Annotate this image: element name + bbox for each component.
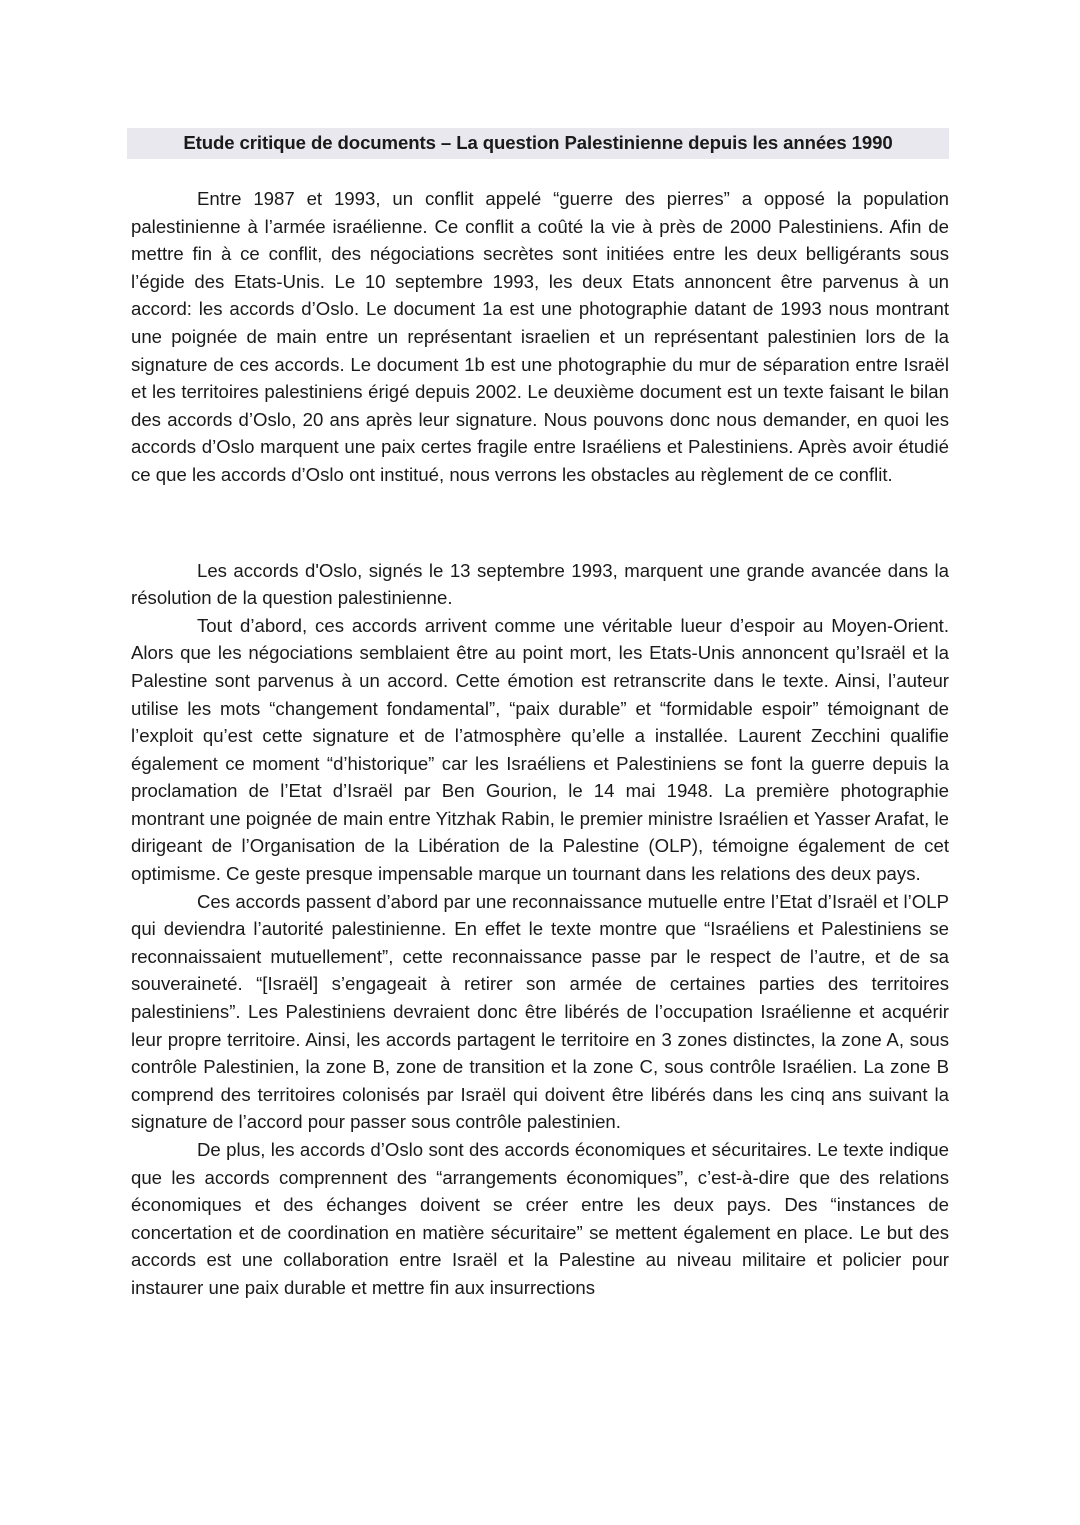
body-paragraph-4: De plus, les accords d’Oslo sont des accords économiques et sécuritaires. Le texte indique que les accords comprennent des “arrangements économiques”, c’est-à-dire que des relations économiques et des échanges doivent se créer entre les deux pays. Des “instances de concertation et de coordination en matière sécuritaire” se mettent également en place. Le but des accords est une collaboration entre Israël et la Palestine au niveau militaire et policier pour instaurer une paix durable et mettre fin aux insurrections: [131, 1139, 949, 1298]
body-paragraph-3: Ces accords passent d’abord par une reconnaissance mutuelle entre l’Etat d’Israël et l’OLP qui deviendra l’autorité palestinienne. En effet le texte montre que “Israéliens et Palestiniens se reconnaissaient mutuellement”, cette reconnaissance passe par le respect de l’autre, et de sa souveraineté. “[Israël] s’engageait à retirer son armée de certaines parties des territoires palestiniens”. Les Palestiniens devraient donc être libérés de l’occupation Israélienne et acquérir leur propre territoire. Ainsi, les accords partagent le territoire en 3 zones distinctes, la zone A, sous contrôle Palestinien, la zone B, zone de transition et la zone C, sous contrôle Israélien. La zone B comprend des territoires colonisés par Israël qui doivent être libérés dans les cinq ans suivant la signature de l’accord pour passer sous contrôle palestinien.: [131, 890, 949, 1133]
title-banner: [127, 128, 949, 159]
body-paragraph-2: Tout d’abord, ces accords arrivent comme une véritable lueur d’espoir au Moyen-Orient. Alors que les négociations semblaient être au point mort, les Etats-Unis annoncent qu’Israël et la Palestine sont parvenus à un accord. Cette émotion est retranscrite dans le texte. Ainsi, l’auteur utilise les mots “changement fondamental”, “paix durable” et “formidable espoir” témoignant de l’exploit qu’est cette signature et de l’atmosphère qu’elle a installée. Laurent Zecchini qualifie également ce moment “d’historique” car les Israéliens et Palestiniens se font la guerre depuis la proclamation de l’Etat d’Israël par Ben Gourion, le 14 mai 1948. La première photographie montrant une poignée de main entre Yitzhak Rabin, le premier ministre Israélien et Yasser Arafat, le dirigeant de l’Organisation de la Libération de la Palestine (OLP), témoigne également de cet optimisme. Ce geste presque impensable marque un tournant dans les relations des deux pays.: [131, 614, 949, 885]
document-title: Etude critique de documents – La question Palestinienne depuis les années 1990: [183, 132, 893, 153]
intro-paragraph: Entre 1987 et 1993, un conflit appelé “guerre des pierres” a opposé la population palestinienne à l’armée israélienne. Ce conflit a coûté la vie à près de 2000 Palestiniens. Afin de mettre fin à ce conflit, des négociations secrètes sont initiées entre les deux belligérants sous l’égide des Etats-Unis. Le 10 septembre 1993, les deux Etats annoncent être parvenus à un accord: les accords d’Oslo. Le document 1a est une photographie datant de 1993 nous montrant une poignée de main entre un représentant israelien et un représentant palestinien lors de la signature de ces accords. Le document 1b est une photographie du mur de séparation entre Israël et les territoires palestiniens érigé depuis 2002. Le deuxième document est un texte faisant le bilan des accords d’Oslo, 20 ans après leur signature. Nous pouvons donc nous demander, en quoi les accords d’Oslo marquent une paix certes fragile entre Israéliens et Palestiniens. Après avoir étudié ce que les accords d’Oslo ont institué, nous verrons les obstacles au règlement de ce conflit.: [131, 188, 949, 485]
body-paragraph-1: Les accords d'Oslo, signés le 13 septembre 1993, marquent une grande avancée dans la résolution de la question palestinienne.: [131, 559, 949, 609]
document-page: [131, 128, 949, 1302]
